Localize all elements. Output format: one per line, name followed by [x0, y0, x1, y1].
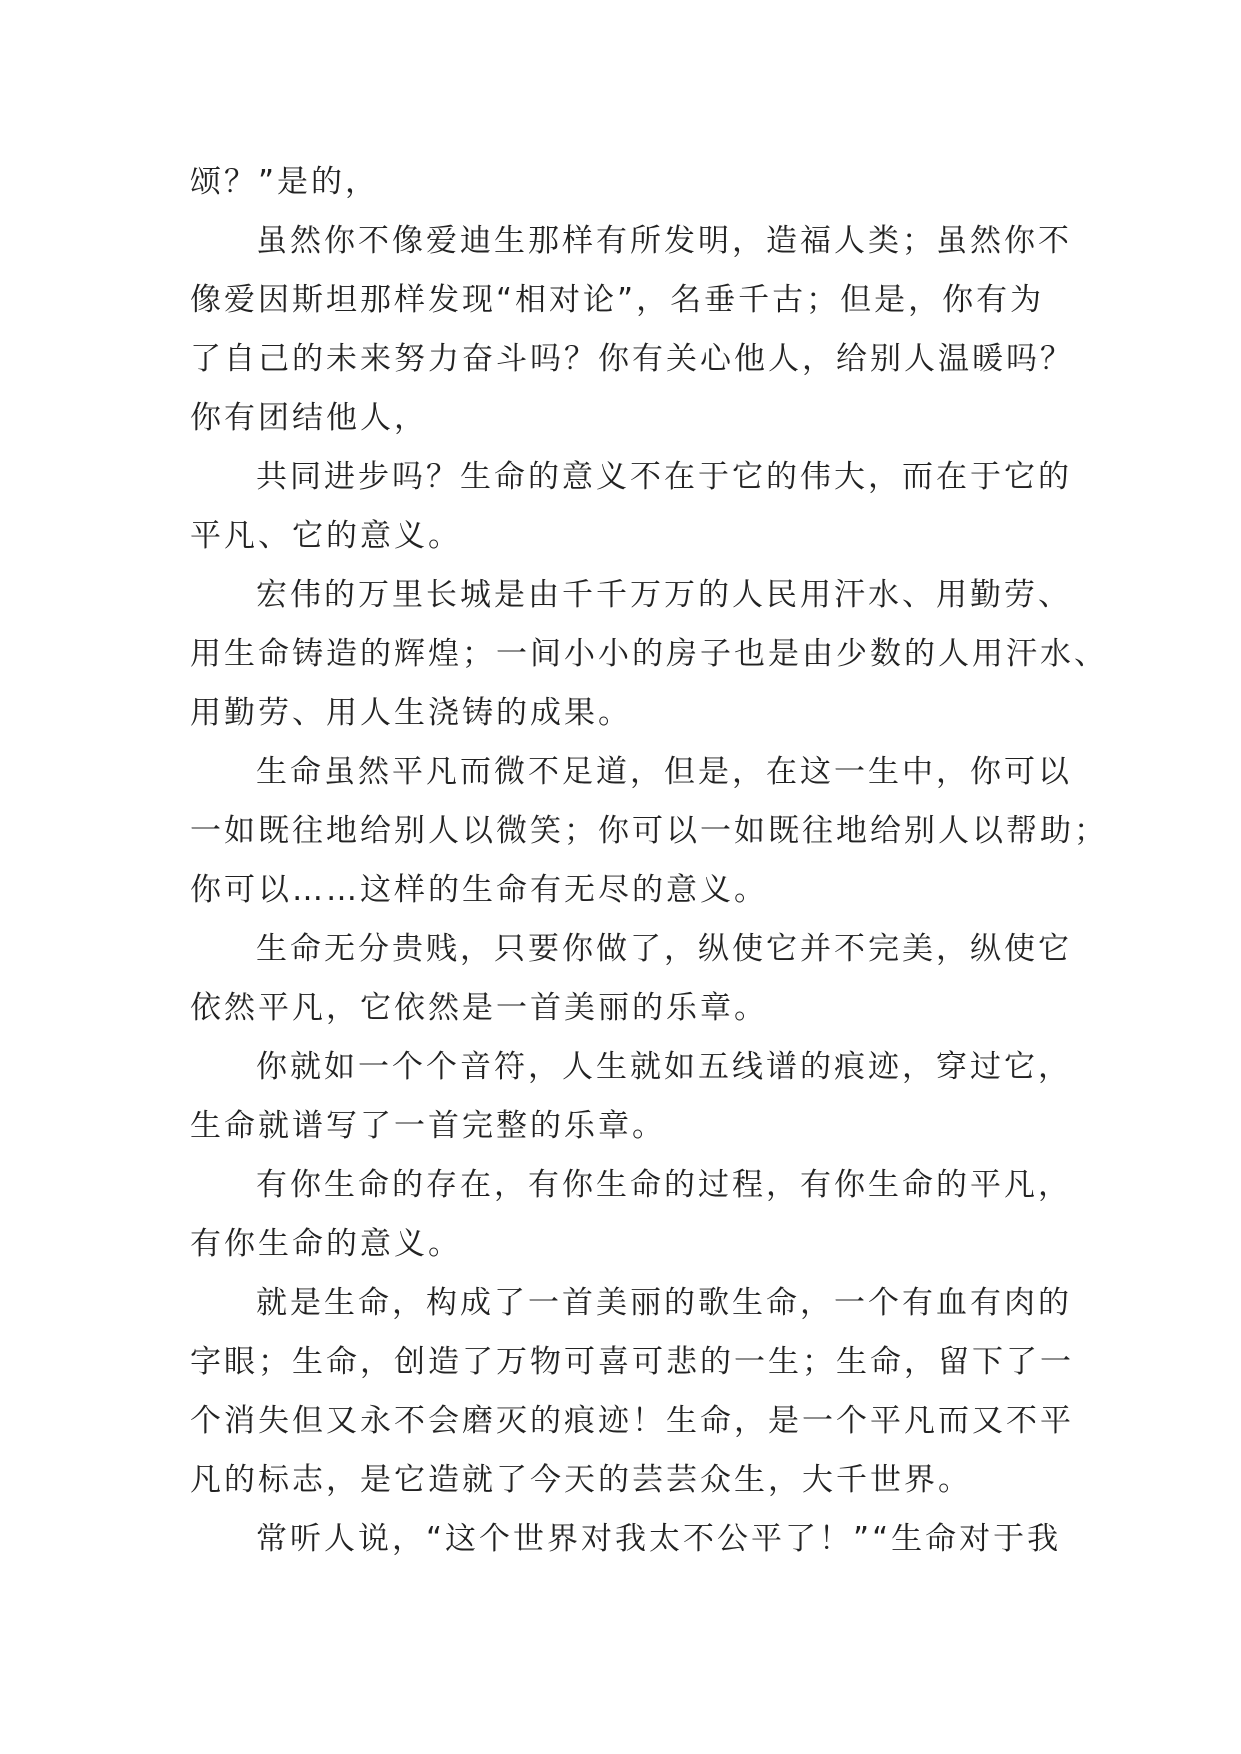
text-line: 虽然你不像爱迪生那样有所发明，造福人类；虽然你不	[256, 223, 1072, 259]
text-line: 生命就谱写了一首完整的乐章。	[190, 1108, 666, 1144]
text-line: 用勤劳、用人生浇铸的成果。	[190, 695, 632, 731]
text-line: 你可以……这样的生命有无尽的意义。	[190, 872, 768, 908]
text-line: 共同进步吗？生命的意义不在于它的伟大，而在于它的	[256, 459, 1072, 495]
text-line: 你有团结他人，	[190, 400, 428, 436]
text-line: 有你生命的意义。	[190, 1226, 462, 1262]
text-line: 就是生命，构成了一首美丽的歌生命，一个有血有肉的	[256, 1285, 1072, 1321]
body-text	[190, 153, 1108, 1569]
text-line: 有你生命的存在，有你生命的过程，有你生命的平凡，	[256, 1167, 1072, 1203]
text-line: 凡的标志，是它造就了今天的芸芸众生，大千世界。	[190, 1462, 972, 1498]
text-line: 常听人说，“这个世界对我太不公平了！”“生命对于我	[256, 1521, 1062, 1557]
text-line: 一如既往地给别人以微笑；你可以一如既往地给别人以帮助；	[190, 813, 1108, 849]
text-line: 宏伟的万里长城是由千千万万的人民用汗水、用勤劳、	[256, 577, 1072, 613]
text-line: 生命无分贵贱，只要你做了，纵使它并不完美，纵使它	[256, 931, 1072, 967]
text-line: 字眼；生命，创造了万物可喜可悲的一生；生命，留下了一	[190, 1344, 1074, 1380]
text-line: 个消失但又永不会磨灭的痕迹！生命，是一个平凡而又不平	[190, 1403, 1074, 1439]
text-line: 依然平凡，它依然是一首美丽的乐章。	[190, 990, 768, 1026]
text-line: 生命虽然平凡而微不足道，但是，在这一生中，你可以	[256, 754, 1072, 790]
text-line: 用生命铸造的辉煌；一间小小的房子也是由少数的人用汗水、	[190, 636, 1108, 672]
text-line: 了自己的未来努力奋斗吗？你有关心他人，给别人温暖吗？	[190, 341, 1074, 377]
text-line: 像爱因斯坦那样发现“相对论”，名垂千古；但是，你有为	[190, 282, 1045, 318]
text-line: 你就如一个个音符，人生就如五线谱的痕迹，穿过它，	[256, 1049, 1072, 1085]
text-line: 颂？”是的，	[190, 164, 380, 200]
text-line: 平凡、它的意义。	[190, 518, 462, 554]
